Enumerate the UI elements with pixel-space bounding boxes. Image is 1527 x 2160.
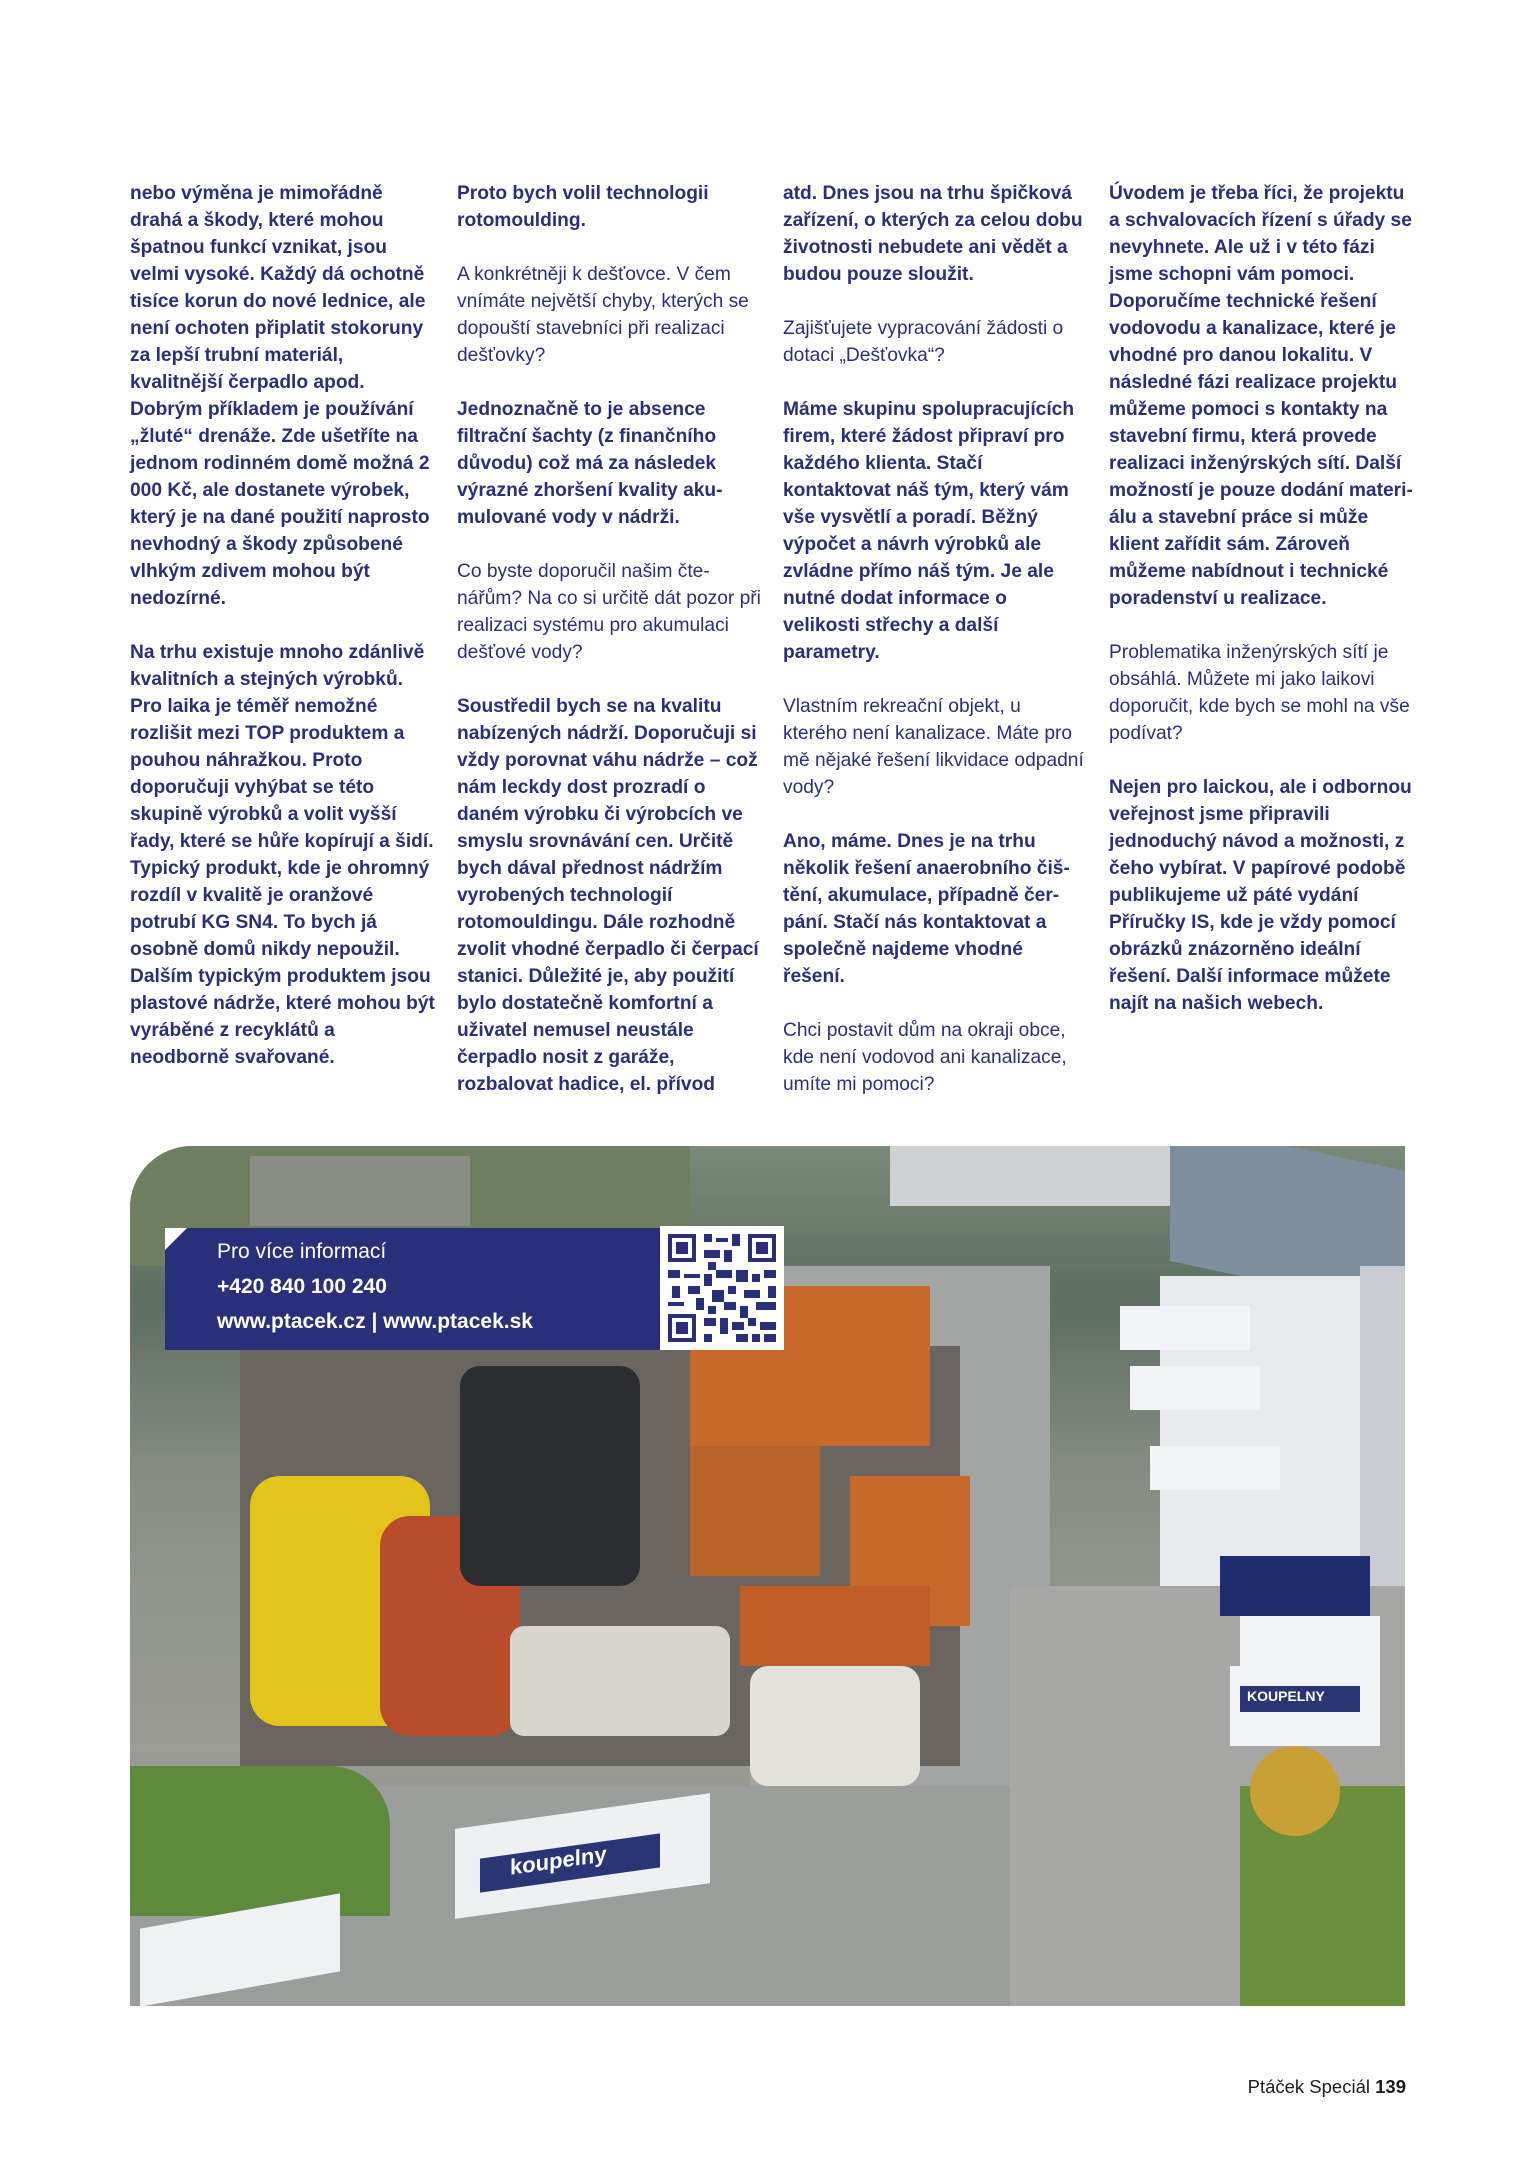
- paragraph: nebo výměna je mimořádně drahá a škody, které mohou špatnou funkcí vznikat, jsou velmi vysoké. Každý dá ochotně tisíce korun do nové lednice, ale není ochoten připlatit stokoruny za lepší trubní materiál, kvalitnější čerpadlo apod. Dobrým příkladem je používání „žluté“ drenáže. Zde ušetříte na jednom rodinném domě možná 2 000 Kč, ale dostanete výrobek, který je na dané použití naprosto nevhodný a škody způsobené vlhkým zdivem mohou být nedozírné.: [130, 183, 430, 609]
- website-links[interactable]: www.ptacek.cz | www.ptacek.sk: [217, 1310, 533, 1333]
- publication-name: Ptáček Speciál: [1247, 2076, 1370, 2097]
- answer: Ano, máme. Dnes je na trhu několik řešení anaerobního čištění, akumulace, případně čerpání. Stačí nás kontaktovat a společně najdeme vhodné řešení.: [783, 831, 1070, 987]
- text-column-4: [1109, 180, 1414, 1017]
- phone-number[interactable]: +420 840 100 240: [217, 1275, 387, 1298]
- page-number: 139: [1375, 2076, 1406, 2097]
- question: A konkrétněji k dešťovce. V čem vnímáte největší chyby, kterých se dopouští stavebníci při realizaci dešťovky?: [457, 264, 749, 366]
- corner-notch-icon: [165, 1228, 187, 1250]
- truck-logo-text: KOUPELNY: [1247, 1688, 1325, 1704]
- question: Co byste doporučil našim čtenářům? Na co si určitě dát pozor při realizaci systému pro akumulaci dešťové vody?: [457, 561, 761, 663]
- text-column-2: [457, 180, 762, 1098]
- question: Chci postavit dům na okraji obce, kde není vodovod ani kanalizace, umíte mi pomoci?: [783, 1020, 1067, 1095]
- paragraph: atd. Dnes jsou na trhu špičková zařízení, o kterých za celou dobu životnosti nebudete ani vědět a budou pouze sloužit.: [783, 183, 1083, 285]
- answer: Máme skupinu spolupracujících firem, které žádost připraví pro každého klienta. Stačí kontaktovat náš tým, který vám vše vysvětlí a poradí. Běžný výpočet a návrh výrobků ale zvládne přímo náš tým. Je ale nutné dodat informace o velikosti střechy a další parametry.: [783, 399, 1075, 663]
- question: Problematika inženýrských sítí je obsáhlá. Můžete mi jako laikovi doporučit, kde bych se mohl na vše podívat?: [1109, 642, 1410, 744]
- text-column-3: [783, 180, 1088, 1098]
- qr-code-icon: [660, 1226, 784, 1350]
- info-heading: Pro více informací: [217, 1240, 387, 1263]
- question: Zajišťujete vypracování žádosti o dotaci „Dešťovka“?: [783, 318, 1064, 366]
- page-footer: [1200, 2076, 1406, 2098]
- answer: Jednoznačně to je absence filtrační šachty (z finančního důvodu) což má za následek výrazné zhoršení kvality akumulované vody v nádrži.: [457, 399, 723, 528]
- text-column-1: [130, 180, 435, 1071]
- paragraph: Na trhu existuje mnoho zdánlivě kvalitních a stejných výrobků. Pro laika je téměř nemožné rozlišit mezi TOP produktem a pouhou náhražkou. Proto doporučuji vyhýbat se této skupině výrobků a volit vyšší řady, které se hůře kopírují a šidí. Typický produkt, kde je ohromný rozdíl v kvalitě je oranžové potrubí KG SN4. To bych já osobně domů nikdy nepoužil. Dalším typickým produktem jsou plastové nádrže, které mohou být vyráběné z recyklátů a neodborně svařované.: [130, 642, 435, 1068]
- answer: Soustředil bych se na kvalitu nabízených nádrží. Doporučuji si vždy porovnat váhu nádrže – což nám leckdy dost prozradí o daném výrobku či výrobcích ve smyslu srovnávání cen. Určitě bych dával přednost nádržím vyrobených technologií rotomouldingu. Dále rozhodně zvolit vhodné čerpadlo či čerpací stanici. Důležité je, aby použití bylo dostatečně komfortní a uživatel nemusel neustále čerpadlo nosit z garáže, rozbalovat hadice, el. přívod: [457, 696, 759, 1095]
- answer: Úvodem je třeba říci, že projektu a schvalovacích řízení s úřady se nevyhnete. Ale už i v této fázi jsme schopni vám pomoci. Doporučíme technické řešení vodovodu a kanalizace, které je vhodné pro danou lokalitu. V následné fázi realizace projektu můžeme pomoci s kontakty na stavební firmu, která provede realizaci inženýrských sítí. Další možností je pouze dodání materiálu a stavební práce si může klient zařídit sám. Zároveň můžeme nabídnout i technické poradenství u realizace.: [1109, 183, 1413, 609]
- qr-code[interactable]: [660, 1226, 784, 1350]
- truck-logo-text: koupelny: [510, 1841, 607, 1880]
- answer: Nejen pro laickou, ale i odbornou veřejnost jsme připravili jednoduchý návod a možnosti, z čeho vybírat. V papírové podobě publikujeme už páté vydání Příručky IS, kde je vždy pomocí obrázků znázorněno ideální řešení. Další informace můžete najít na našich webech.: [1109, 777, 1412, 1014]
- paragraph: Proto bych volil technologii rotomoulding.: [457, 183, 709, 231]
- contact-info-box: [165, 1228, 660, 1350]
- question: Vlastním rekreační objekt, u kterého není kanalizace. Máte pro mě nějaké řešení likvidace odpadní vody?: [783, 696, 1084, 798]
